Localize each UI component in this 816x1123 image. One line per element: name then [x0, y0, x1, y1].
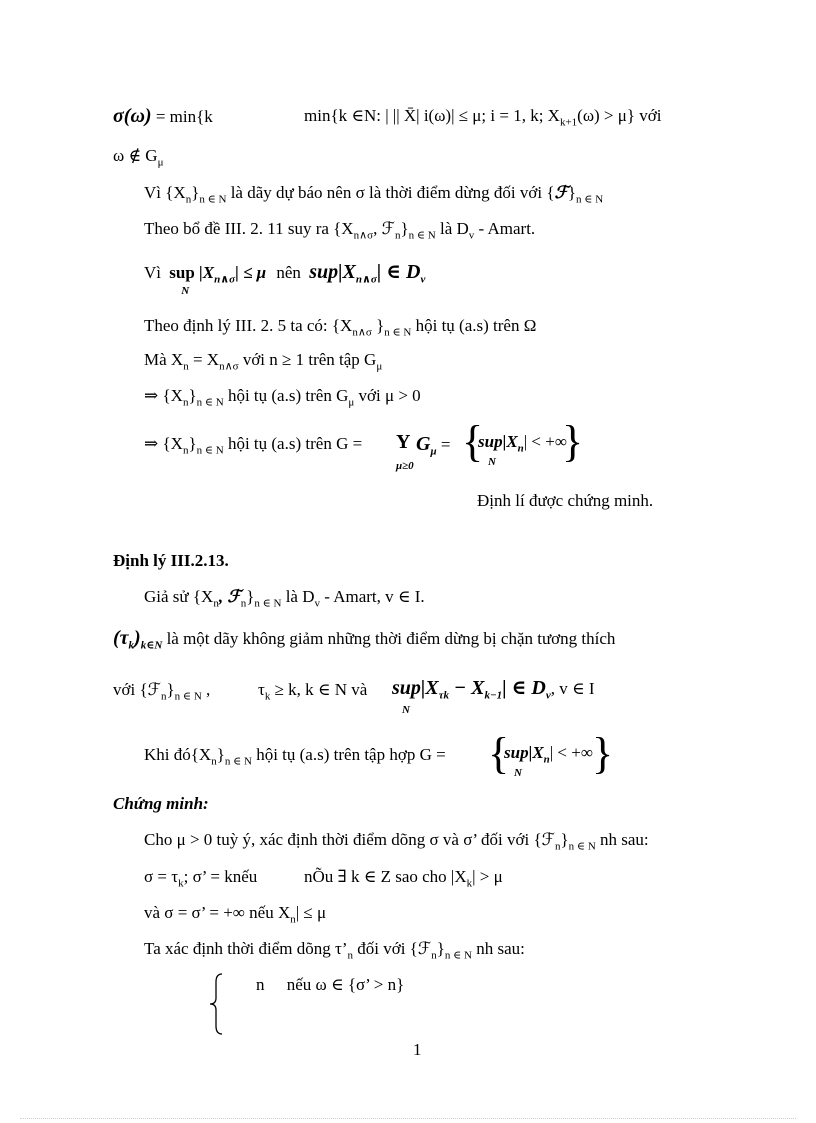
sup-set-1: $sup|X_n|$ < +∞ N — [478, 432, 567, 468]
right-brace-1: } — [562, 417, 584, 466]
sup-bound-line: Vì sup N $|X_{n\wedge\sigma}| \le \mu$ nên $sup|X_{n\wedge\sigma}|$ ∈ $D_v$ — [144, 261, 426, 297]
given-mu-line: Cho μ > 0 tuỳ ý, xác định thời điểm dõng σ và σ’ đối với $\{ℱ_n\}_{n \in N}$ nh sau: — [144, 830, 649, 853]
assumption-line: Giả sử {$X_n$, $ℱ_n\}_{n \in N}$ là $D_v$ - Amart, v ∈ I. — [144, 587, 425, 610]
proof-complete: Định lí được chứng minh. — [477, 491, 654, 510]
theorem-heading: Định lý III.2.13. — [113, 551, 229, 570]
tau-prime-line: Ta xác định thời điểm dõng $\tau’_n$ đối với $\{ℱ_n\}_{n \in N}$ nh sau: — [144, 939, 525, 962]
predictable-sequence-line: Vì $\{X_n\}_{n \in N}$ là dãy dự báo nên σ là thời điểm dừng đối với $\{ℱ\}_{n \in N}$ — [144, 183, 604, 206]
infinity-line: và σ = σ’ = +∞ nếu $X_n| \le \mu$ — [144, 903, 327, 926]
exists-k-line: nÕu ∃ k ∈ Z sao cho $|X_k| > \mu$ — [304, 867, 503, 890]
equality-line: Mà $X_n = X_{n\wedge\sigma}$ với n ≥ 1 trên tập $G_\mu$ — [144, 350, 383, 373]
tau-sequence-line: $(\tau_k)_{k\in N}$ là một dãy không giảm những thời điểm dừng bị chặn tương thích — [113, 627, 616, 652]
left-brace-1: { — [462, 417, 484, 466]
implies-g-mu-line: ⇒ $\{X_n\}_{n \in N}$ hội tụ (a.s) trên $G_\mu$ với μ > 0 — [144, 386, 421, 409]
sup-set-2: $sup|X_n|$ < +∞ N — [504, 743, 593, 779]
omega-not-in-g: ω ∉ $G_\mu$ — [113, 146, 164, 169]
union-symbol: Y μ≥0 — [396, 431, 414, 472]
lemma-line: Theo bổ đề III. 2. 11 suy ra {$X_{n\wedge\sigma}$, $ℱ_n\}_{n \in N}$ là $D_v$ - Amart. — [144, 219, 536, 242]
tau-condition: $\tau_k \ge k$, k ∈ N và — [258, 680, 368, 703]
sigma-tau-line: $\sigma = \tau_k$; σ’ = knếu — [144, 867, 258, 890]
sigma-definition-line — [113, 106, 213, 127]
left-brace-2: { — [488, 729, 510, 778]
min-condition-text: min{k ∈N: | || X̄| i(ω)| ≤ μ; i = 1, k; $X_{k+1}(\omega) > \mu$} với — [304, 106, 662, 129]
page-number: 1 — [413, 1040, 422, 1059]
convergence-omega-line: Theo định lý III. 2. 5 ta có: {$X_{n\wedge\sigma}$ }$_{n \in N}$ hội tụ (a.s) trên Ω — [144, 316, 537, 339]
implies-g-union-line: ⇒ $\{X_n\}_{n \in N}$ hội tụ (a.s) trên G = — [144, 434, 363, 457]
proof-heading: Chứng minh: — [113, 794, 209, 813]
right-brace-2: } — [592, 729, 614, 778]
then-line: Khi $đó\{X_n\}_{n \in N}$ hội tụ (a.s) trên tập hợp G = — [144, 745, 446, 768]
piecewise-case-1: n nếu ω ∈ {σ’ > n} — [256, 975, 405, 994]
sup-difference: $sup|X_{\tau k} - X_{k-1}|$ ∈ $D_v$, v ∈ I N — [392, 677, 595, 716]
g-mu-set: $G_\mu$ = — [416, 433, 451, 458]
compatible-line: với $\{ℱ_n\}_{n \in N}$ , — [113, 680, 211, 703]
min-k-text: = min{k — [155, 107, 213, 126]
sigma-omega: σ(ω) — [113, 105, 152, 127]
piecewise-brace — [208, 972, 224, 1036]
bottom-dotted-rule — [20, 1118, 796, 1119]
